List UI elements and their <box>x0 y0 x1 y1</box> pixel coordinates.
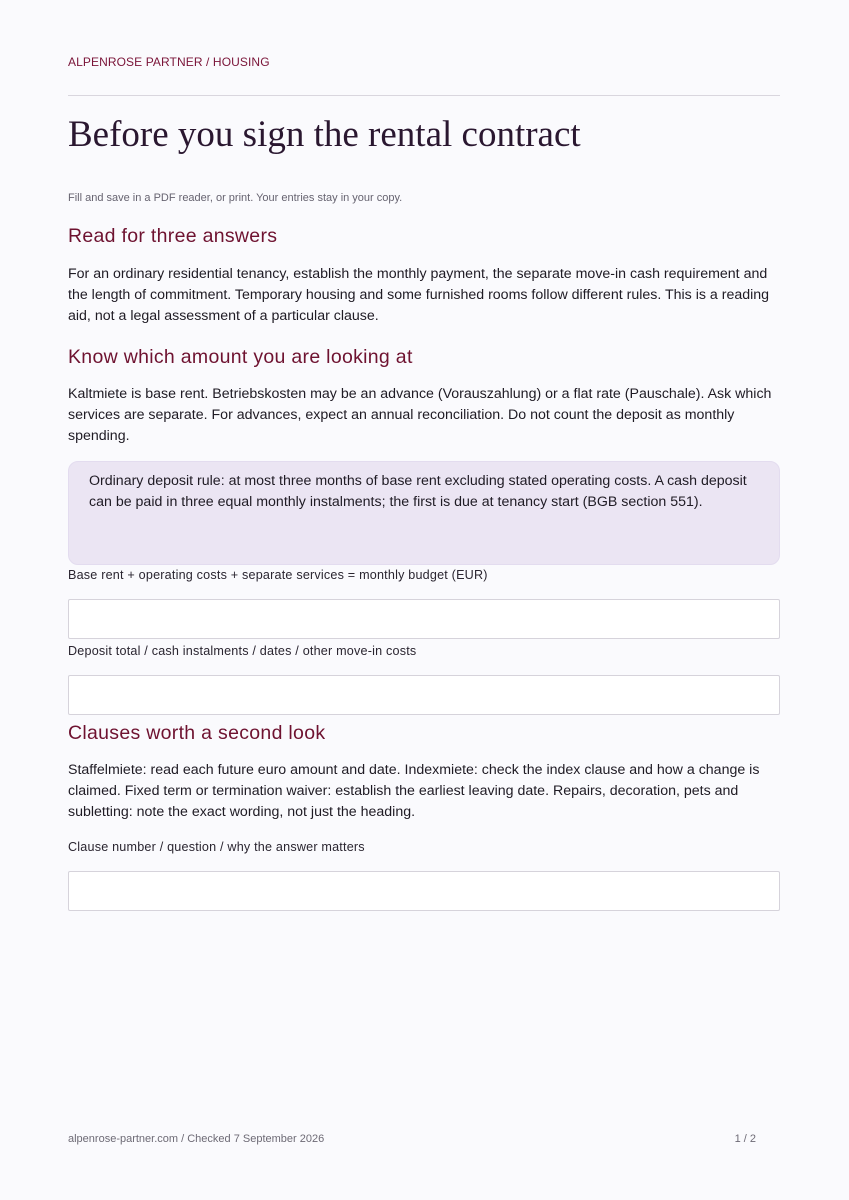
deposit-rule-callout <box>68 461 780 565</box>
section-heading-three-answers: Read for three answers <box>68 225 278 247</box>
section-heading-clauses: Clauses worth a second look <box>68 722 326 744</box>
header-divider <box>68 95 780 96</box>
monthly-budget-input[interactable] <box>68 599 780 639</box>
section-body-clauses: Staffelmiete: read each future euro amount and date. Indexmiete: check the index clause and how a change is claimed. Fixed term or termination waiver: establish the earliest leaving date. Repairs, decoration, pets and subletting: note the exact wording, not just the heading. <box>68 762 760 820</box>
intro-note: Fill and save in a PDF reader, or print. Your entries stay in your copy. <box>68 192 403 204</box>
move-in-costs-label: Deposit total / cash instalments / dates / other move-in costs <box>68 644 417 658</box>
section-body-amounts: Kaltmiete is base rent. Betriebskosten may be an advance (Vorauszahlung) or a flat rate (Pauschale). Ask which services are separate. For advances, expect an annual reconciliation. Do not count the deposit as monthly spending. <box>68 386 772 444</box>
clause-question-label: Clause number / question / why the answer matters <box>68 840 365 854</box>
clause-question-input[interactable] <box>68 871 780 911</box>
section-heading-amounts: Know which amount you are looking at <box>68 346 413 368</box>
monthly-budget-label: Base rent + operating costs + separate services = monthly budget (EUR) <box>68 568 488 582</box>
brand-label: ALPENROSE PARTNER / HOUSING <box>68 55 270 69</box>
deposit-rule-text: Ordinary deposit rule: at most three months of base rent excluding stated operating costs. A cash deposit can be paid in three equal monthly instalments; the first is due at tenancy start (BGB section 551). <box>89 473 747 510</box>
move-in-costs-input[interactable] <box>68 675 780 715</box>
page-number: 1 / 2 <box>734 1133 756 1145</box>
section-body-three-answers: For an ordinary residential tenancy, establish the monthly payment, the separate move-in cash requirement and the length of commitment. Temporary housing and some furnished rooms follow different rules. This is a reading aid, not a legal assessment of a particular clause. <box>68 266 770 324</box>
footer-source: alpenrose-partner.com / Checked 7 September 2026 <box>68 1133 325 1145</box>
page-title: Before you sign the rental contract <box>68 114 581 155</box>
